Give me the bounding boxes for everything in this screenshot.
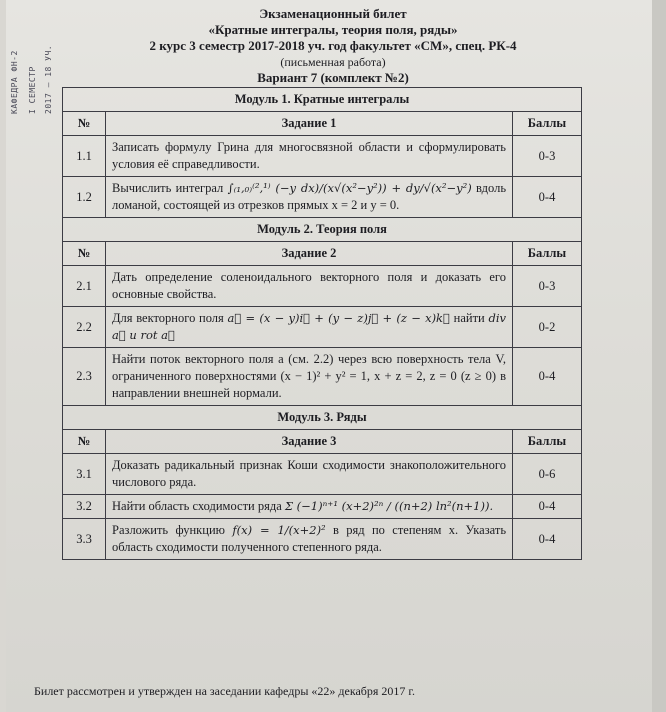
task-num: 2.1 — [63, 266, 106, 307]
task-text: Записать формулу Грина для многосвязной области и сформулировать условия её справедливости. — [106, 136, 513, 177]
series-formula: Σ (−1)ⁿ⁺¹ (x+2)²ⁿ / ((n+2) ln²(n+1)). — [284, 499, 494, 513]
task-points: 0-4 — [513, 519, 582, 560]
header-row — [63, 112, 582, 136]
task-text-a: Вычислить интеграл — [112, 181, 224, 195]
page-edge — [652, 0, 666, 712]
task-row — [63, 177, 582, 218]
div-rot-formula: div a⃗ и rot a⃗ — [112, 311, 507, 342]
ticket-table — [62, 87, 582, 560]
task-points: 0-4 — [513, 348, 582, 406]
function-formula: f(x) = 1/(x+2)² — [232, 523, 326, 537]
stamp-year: 2017 — 18 УЧ. — [44, 44, 53, 114]
task-num: 1.2 — [63, 177, 106, 218]
task-points: 0-3 — [513, 136, 582, 177]
integral-formula: ∫₍₁,₀₎⁽²,¹⁾ (−y dx)/(x√(x²−y²)) + dy/√(x²−y²) — [227, 181, 472, 195]
col-num: № — [63, 430, 106, 454]
task-points: 0-4 — [513, 177, 582, 218]
task-text — [106, 307, 513, 348]
course-line: 2 курс 3 семестр 2017-2018 уч. год факультет «СМ», спец. РК-4 — [149, 38, 517, 53]
module-row — [63, 218, 582, 242]
variant-line: Вариант 7 (комплект №2) — [257, 70, 409, 85]
stamp-dept: КАФЕДРА ФН-2 — [10, 50, 19, 114]
task-points: 0-2 — [513, 307, 582, 348]
module-title: Модуль 3. Ряды — [63, 406, 582, 430]
module-title: Модуль 1. Кратные интегралы — [63, 88, 582, 112]
task-row — [63, 454, 582, 495]
task-header: Задание 2 — [106, 242, 513, 266]
task-text — [106, 495, 513, 519]
col-num: № — [63, 112, 106, 136]
task-text: Найти поток векторного поля a (см. 2.2) через всю поверхность тела V, ограниченного поверхностями (x − 1)² + y² = 1, x + z = 2, z = 0 (z ≥ 0) в направлении внешней нормали. — [106, 348, 513, 406]
task-points: 0-6 — [513, 454, 582, 495]
task-text-b: вдоль ломаной, состоящей из отрезков прямых x = 2 и y = 0. — [112, 181, 507, 212]
task-text: Доказать радикальный признак Коши сходимости знакоположительного числового ряда. — [106, 454, 513, 495]
task-text-a: Разложить функцию — [112, 523, 225, 537]
task-num: 3.3 — [63, 519, 106, 560]
task-row — [63, 136, 582, 177]
task-points: 0-4 — [513, 495, 582, 519]
task-text: Дать определение соленоидального векторного поля и доказать его основные свойства. — [106, 266, 513, 307]
task-text — [106, 519, 513, 560]
task-row — [63, 348, 582, 406]
module-title: Модуль 2. Теория поля — [63, 218, 582, 242]
task-num: 2.2 — [63, 307, 106, 348]
task-text-b: найти — [453, 311, 485, 325]
task-row — [63, 495, 582, 519]
task-row — [63, 307, 582, 348]
task-num: 2.3 — [63, 348, 106, 406]
header-row — [63, 430, 582, 454]
task-points: 0-3 — [513, 266, 582, 307]
stamp-semester: I СЕМЕСТР — [28, 66, 37, 114]
task-header: Задание 1 — [106, 112, 513, 136]
task-num: 1.1 — [63, 136, 106, 177]
col-num: № — [63, 242, 106, 266]
task-num: 3.1 — [63, 454, 106, 495]
header-row — [63, 242, 582, 266]
task-text-a: Найти область сходимости ряда — [112, 499, 282, 513]
module-row — [63, 406, 582, 430]
col-points: Баллы — [513, 112, 582, 136]
col-points: Баллы — [513, 430, 582, 454]
vector-field-formula: a⃗ = (x − y)i⃗ + (y − z)j⃗ + (z − x)k⃗ — [227, 311, 450, 325]
approval-note: Билет рассмотрен и утвержден на заседании кафедры «22» декабря 2017 г. — [34, 684, 415, 698]
ticket-subject: «Кратные интегралы, теория поля, ряды» — [208, 22, 458, 37]
task-text-b: в ряд по степеням x. Указать область сходимости полученного степенного ряда. — [112, 523, 507, 554]
task-text-a: Для векторного поля — [112, 311, 224, 325]
col-points: Баллы — [513, 242, 582, 266]
ticket-header — [0, 6, 666, 86]
task-text — [106, 177, 513, 218]
task-header: Задание 3 — [106, 430, 513, 454]
task-row — [63, 519, 582, 560]
task-num: 3.2 — [63, 495, 106, 519]
work-form: (письменная работа) — [280, 55, 386, 69]
ticket-title: Экзаменационный билет — [259, 6, 407, 21]
module-row — [63, 88, 582, 112]
task-row — [63, 266, 582, 307]
